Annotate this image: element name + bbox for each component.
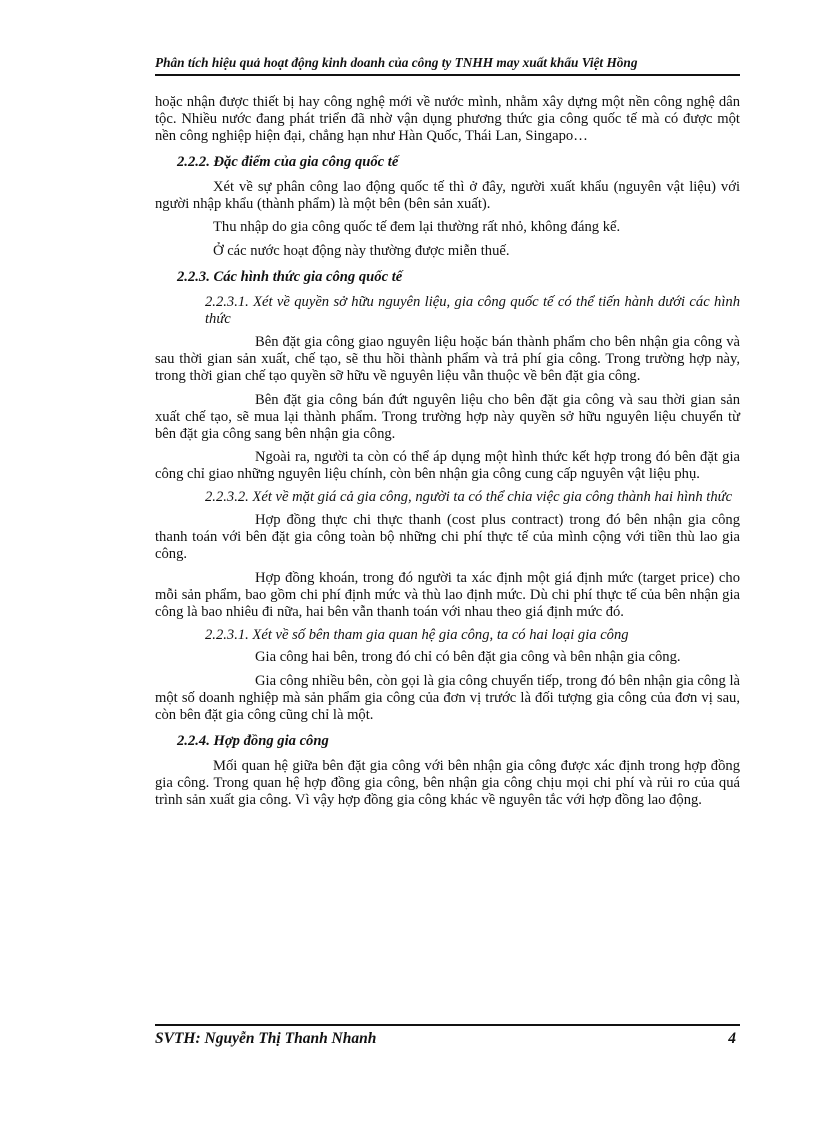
page-footer <box>155 1030 740 1048</box>
page-header: Phân tích hiệu quả hoạt động kinh doanh của công ty TNHH may xuất khẩu Việt Hồng <box>155 55 638 70</box>
section-heading-2-2-4: 2.2.4. Hợp đồng gia công <box>177 733 329 750</box>
paragraph: Xét về sự phân công lao động quốc tế thì ở đây, người xuất khẩu (nguyên vật liệu) với người nhập khẩu (thành phẩm) là một bên (bên sản xuất). <box>155 178 740 212</box>
page-number: 4 <box>728 1030 736 1047</box>
header-rule <box>155 74 740 76</box>
section-heading-2-2-2: 2.2.2. Đặc điểm của gia công quốc tế <box>177 153 399 170</box>
paragraph: Ngoài ra, người ta còn có thể áp dụng một hình thức kết hợp trong đó bên đặt gia công chỉ giao những nguyên liệu chính, còn bên nhận gia công cung cấp nguyên vật liệu phụ. <box>155 449 740 483</box>
paragraph: Hợp đồng thực chi thực thanh (cost plus contract) trong đó bên nhận gia công thanh toán với bên đặt gia công toàn bộ những chi phí thực tế của mình cộng với tiền thù lao gia công. <box>155 512 740 562</box>
paragraph: Mối quan hệ giữa bên đặt gia công với bên nhận gia công được xác định trong hợp đồng gia công. Trong quan hệ hợp đồng gia công, bên nhận gia công chịu mọi chi phí và rủi ro của quá trình sản xuất gia công. Vì vậy hợp đồng gia công khác về nguyên tắc với hợp đồng lao động. <box>155 758 740 808</box>
paragraph: Ở các nước hoạt động này thường được miễn thuế. <box>213 243 510 260</box>
paragraph: Bên đặt gia công bán đứt nguyên liệu cho bên đặt gia công và sau thời gian sản xuất chế tạo, sẽ mua lại thành phẩm. Trong trường hợp này quyền sở hữu nguyên liệu chuyển từ bên đặt gia công sang bên nhận gia công. <box>155 391 740 442</box>
footer-rule <box>155 1024 740 1026</box>
paragraph: Bên đặt gia công giao nguyên liệu hoặc bán thành phẩm cho bên nhận gia công và sau thời gian sản xuất, chế tạo, sẽ thu hồi thành phẩm và trả phí gia công. Trong trường hợp này, trong thời gian chế tạo quyền sỡ hữu về nguyên liệu vẫn thuộc về bên đặt gia công. <box>155 333 740 384</box>
footer-author: SVTH: Nguyễn Thị Thanh Nhanh <box>155 1030 377 1047</box>
paragraph: Thu nhập do gia công quốc tế đem lại thường rất nhỏ, không đáng kể. <box>213 219 621 236</box>
page-content <box>155 94 740 809</box>
paragraph: Gia công nhiều bên, còn gọi là gia công chuyển tiếp, trong đó bên nhận gia công là một số doanh nghiệp mà sản phẩm gia công của đơn vị trước là đối tượng gia công của đơn vị sau, còn bên đặt gia công cũng chỉ là một. <box>155 673 740 724</box>
subsection-heading-2-2-3-3: 2.2.3.1. Xét về số bên tham gia quan hệ gia công, ta có hai loại gia công <box>205 626 629 643</box>
subsection-heading-2-2-3-1: 2.2.3.1. Xét về quyền sở hữu nguyên liệu, gia công quốc tế có thể tiến hành dưới các hình thức <box>205 294 740 328</box>
paragraph: Hợp đồng khoán, trong đó người ta xác định một giá định mức (target price) cho mỗi sản phẩm, bao gồm chi phí định mức và thù lao định mức. Dù chi phí thực tế của bên nhận gia công là bao nhiêu đi nữa, hai bên vẫn thanh toán với nhau theo giá định mức đó. <box>155 569 740 620</box>
paragraph: Gia công hai bên, trong đó chỉ có bên đặt gia công và bên nhận gia công. <box>255 649 681 666</box>
section-heading-2-2-3: 2.2.3. Các hình thức gia công quốc tế <box>177 269 403 286</box>
subsection-heading-2-2-3-2: 2.2.3.2. Xét về mặt giá cả gia công, người ta có thể chia việc gia công thành hai hình thức <box>205 489 733 506</box>
intro-paragraph: hoặc nhận được thiết bị hay công nghệ mới về nước mình, nhằm xây dựng một nền công nghệ dân tộc. Nhiều nước đang phát triển đã nhờ vận dụng phương thức gia công quốc tế mà có được một nền công nghiệp hiện đại, chẳng hạn như Hàn Quốc, Thái Lan, Singapo… <box>155 94 740 144</box>
